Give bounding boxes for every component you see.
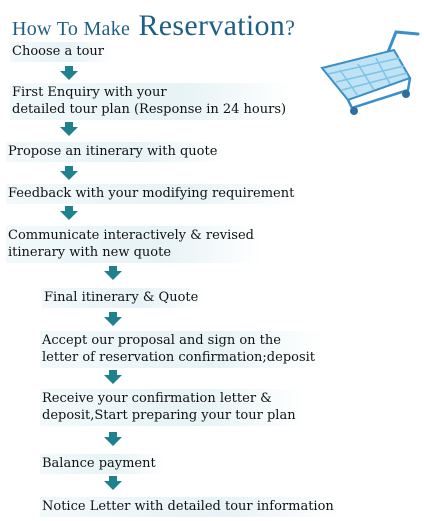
arrow-down-icon	[104, 266, 122, 280]
shopping-cart-icon	[318, 22, 422, 118]
step-choose-tour: Choose a tour	[10, 42, 112, 62]
step-accept-proposal: Accept our proposal and sign on the letter of reservation confirmation;deposit	[40, 331, 323, 368]
step-balance-payment: Balance payment	[40, 454, 164, 474]
arrow-down-icon	[104, 312, 122, 326]
title-keyword: Reservation	[138, 9, 286, 42]
step-receive-confirmation: Receive your confirmation letter & deposit,Start preparing your tour plan	[40, 389, 304, 426]
step-propose-itinerary: Propose an itinerary with quote	[6, 142, 225, 162]
arrow-down-icon	[60, 166, 78, 180]
arrow-down-icon	[60, 206, 78, 220]
step-final-itinerary: Final itinerary & Quote	[42, 288, 206, 308]
title-prefix: How To Make	[12, 18, 131, 40]
step-communicate: Communicate interactively & revised itinerary with new quote	[6, 226, 262, 263]
arrow-down-icon	[60, 122, 78, 136]
arrow-down-icon	[104, 432, 122, 446]
title-question-mark: ?	[285, 15, 296, 40]
page-title	[12, 6, 295, 43]
step-first-enquiry: First Enquiry with your detailed tour plan (Response in 24 hours)	[10, 83, 294, 120]
step-notice-letter: Notice Letter with detailed tour information	[40, 497, 342, 517]
step-feedback: Feedback with your modifying requirement	[6, 184, 302, 204]
arrow-down-icon	[60, 66, 78, 80]
arrow-down-icon	[104, 476, 122, 490]
arrow-down-icon	[104, 370, 122, 384]
